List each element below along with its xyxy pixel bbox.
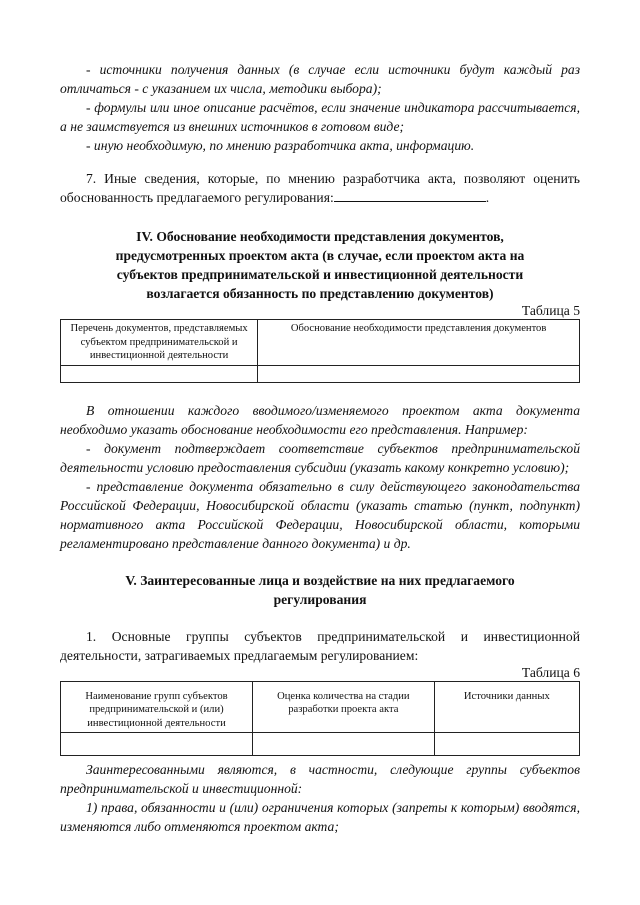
table-6-header-groups: Наименование групп субъектов предпринимательской и (или) инвестиционной деятельности	[61, 681, 253, 733]
document-page	[60, 56, 580, 836]
section-4-note-intro: В отношении каждого вводимого/изменяемого проектом акта документа необходимо указать обоснование необходимости его представления. Например:	[60, 402, 580, 437]
table-5-header-justification: Обоснование необходимости представления документов	[258, 320, 580, 366]
section-5-note-intro: Заинтересованными являются, в частности, следующие группы субъектов предпринимательской и инвестиционной:	[60, 762, 580, 796]
item-7-paragraph	[60, 169, 580, 207]
table-6-header-sources: Источники данных	[434, 681, 579, 733]
section-5-item-1: 1. Основные группы субъектов предпринимательской и инвестиционной деятельности, затрагиваемых предлагаемым регулированием:	[60, 628, 580, 663]
item-7-end: .	[485, 190, 490, 205]
section-5-note-item-1: 1) права, обязанности и (или) ограничения которых (запреты к которым) вводятся, изменяются либо отменяются проектом акта;	[60, 800, 580, 834]
intro-item-other: - иную необходимую, по мнению разработчика акта, информацию.	[86, 138, 475, 153]
section-4-heading: IV. Обоснование необходимости представления документов, предусмотренных проектом акта (в случае, если проектом акта на субъектов предпринимательской и инвестиционной деятельности возлагается обязанность по представлению документов)	[115, 229, 525, 301]
intro-item-formulas: - формулы или иное описание расчётов, если значение индикатора рассчитывается, а не заимствуется из внешних источников в готовом виде;	[60, 100, 580, 134]
table-6-empty-cell	[253, 733, 435, 756]
item-7-blank-line	[334, 188, 486, 202]
table-row	[61, 681, 580, 733]
table-5-header-documents: Перечень документов, представляемых субъектом предпринимательской и инвестиционной деятельности	[61, 320, 258, 366]
table-5-empty-cell	[61, 365, 258, 382]
table-5-label: Таблица 5	[521, 303, 580, 318]
table-6-empty-cell	[61, 733, 253, 756]
item-7-text: 7. Иные сведения, которые, по мнению разработчика акта, позволяют оценить обоснованность предлагаемого регулирования:	[60, 171, 580, 205]
table-6-empty-cell	[434, 733, 579, 756]
section-4-note-example-1: - документ подтверждает соответствие субъектов предпринимательской деятельности условию предоставления субсидии (указать какому конкретно условию);	[60, 440, 580, 475]
table-6-label: Таблица 6	[521, 664, 580, 680]
table-6	[60, 681, 580, 757]
intro-item-sources: - источники получения данных (в случае если источники будут каждый раз отличаться - с указанием их числа, методики выбора);	[60, 62, 580, 96]
table-5	[60, 319, 580, 383]
section-5-heading: V. Заинтересованные лица и воздействие на них предлагаемого регулирования	[125, 572, 515, 607]
table-6-header-count: Оценка количества на стадии разработки проекта акта	[253, 681, 435, 733]
section-4-note-example-2: - представление документа обязательно в силу действующего законодательства Российской Федерации, Новосибирской области (указать статью (пункт, подпункт) нормативного акта Российской Федерации, Новосибирской области, которыми регламентировано представление данного документа) и др.	[60, 478, 580, 551]
table-row	[61, 365, 580, 382]
table-row	[61, 733, 580, 756]
table-row	[61, 320, 580, 366]
table-5-empty-cell	[258, 365, 580, 382]
